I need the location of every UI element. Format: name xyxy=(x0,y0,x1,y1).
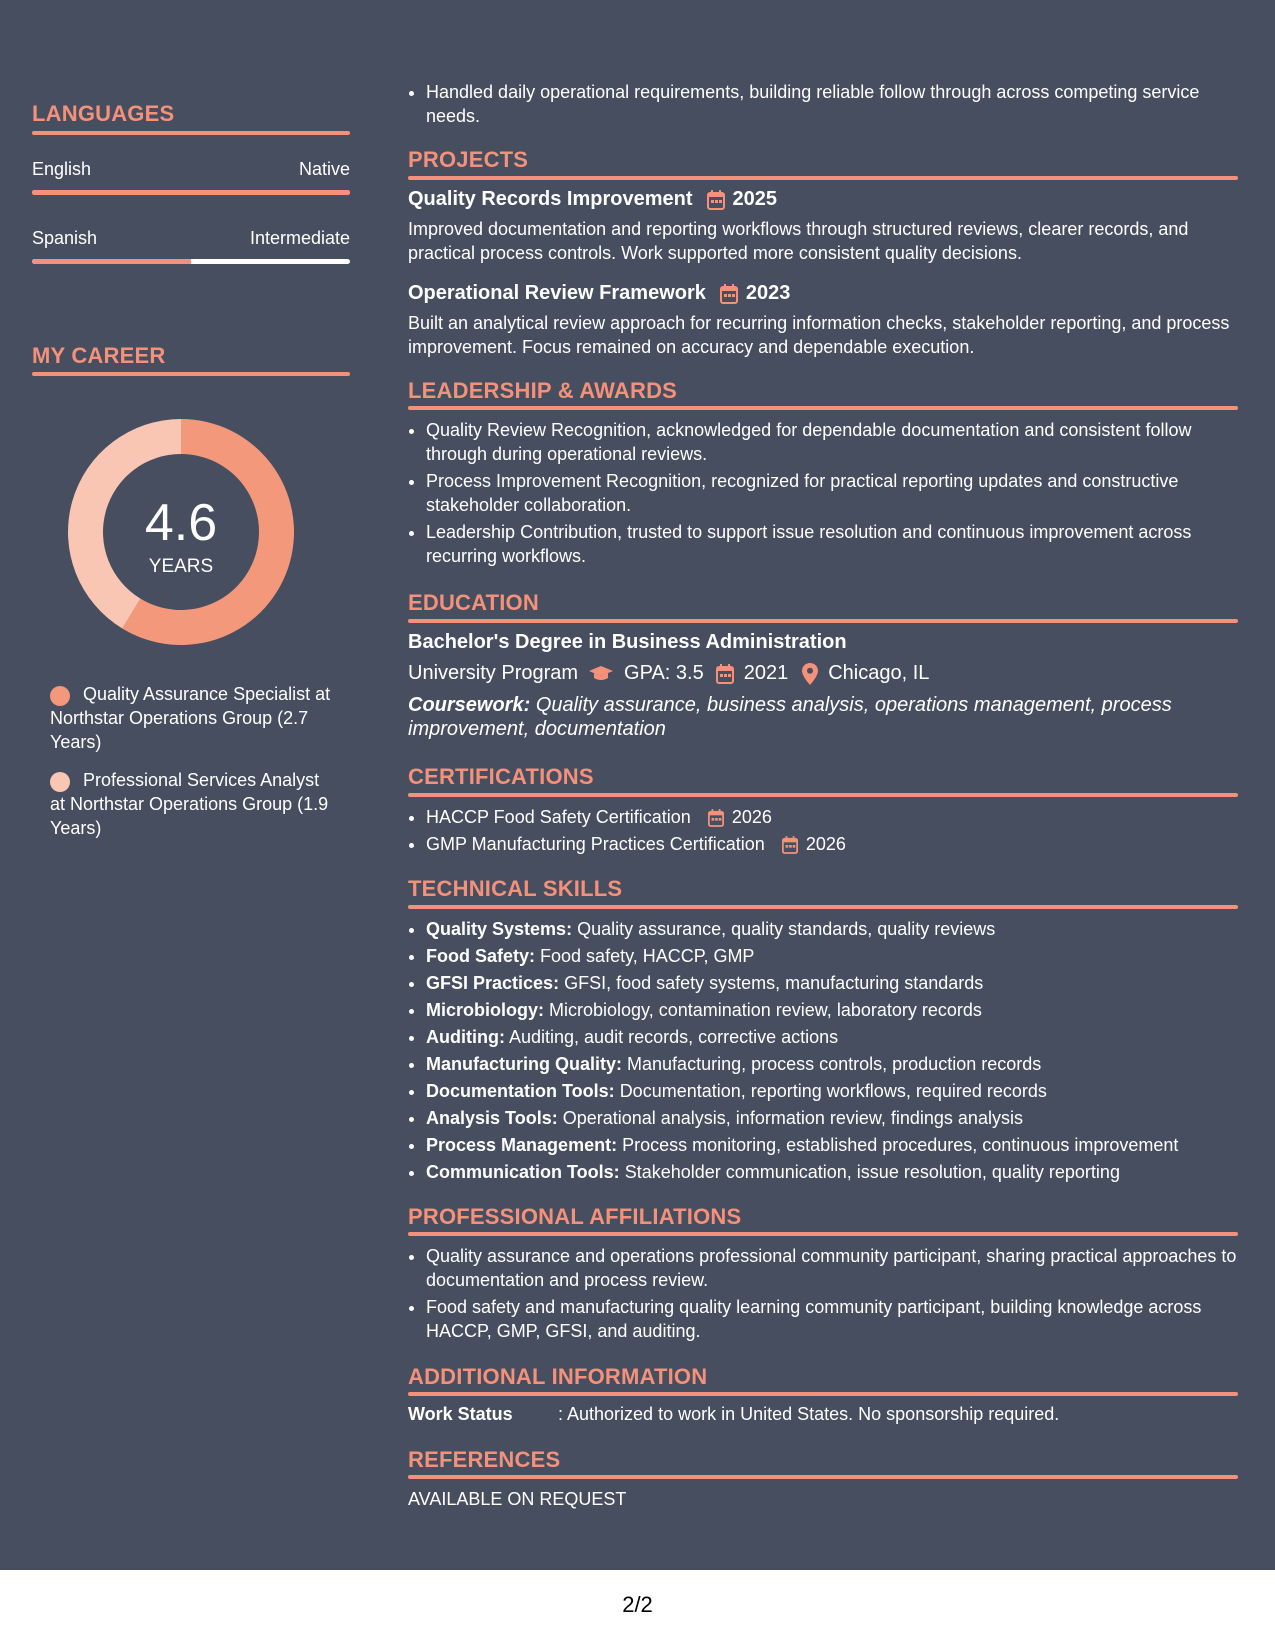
language-level: Native xyxy=(298,159,350,179)
skill-text: GFSI, food safety systems, manufacturing standards xyxy=(564,973,984,993)
references-title: REFERENCES xyxy=(408,1447,561,1472)
references-rule xyxy=(408,1475,1238,1479)
project-year: 2023 xyxy=(745,282,791,304)
skill-label: Food Safety: xyxy=(426,946,536,966)
skill-label: Auditing: xyxy=(426,1027,505,1047)
calendar-icon xyxy=(720,284,738,304)
experience-bullets xyxy=(408,80,1256,131)
skill-text: Stakeholder communication, issue resolution, quality reporting xyxy=(624,1162,1120,1182)
list-item xyxy=(426,917,1256,941)
skill-label: Microbiology: xyxy=(426,1000,544,1020)
languages-rule xyxy=(32,131,350,135)
list-item xyxy=(426,1079,1256,1103)
education-item xyxy=(408,631,1238,741)
legend-dot xyxy=(50,772,70,792)
skill-text: Operational analysis, information review, findings analysis xyxy=(562,1108,1023,1128)
coursework-text: Quality assurance, business analysis, operations management, process improvement, documentation xyxy=(408,694,1172,740)
page-number: 2/2 xyxy=(622,1592,653,1617)
languages-title: LANGUAGES xyxy=(32,101,175,126)
career-legend-item xyxy=(50,768,332,840)
skill-label: Communication Tools: xyxy=(426,1162,620,1182)
list-item xyxy=(426,971,1256,995)
list-item xyxy=(426,944,1256,968)
skill-text: Manufacturing, process controls, production records xyxy=(627,1054,1042,1074)
education-title: EDUCATION xyxy=(408,590,539,615)
calendar-icon xyxy=(707,190,725,210)
language-item-english xyxy=(32,159,350,195)
affiliations-title: PROFESSIONAL AFFILIATIONS xyxy=(408,1204,742,1229)
certifications-rule xyxy=(408,793,1238,797)
calendar-icon xyxy=(782,836,798,854)
list-item xyxy=(426,832,1256,856)
language-name: English xyxy=(32,159,92,179)
education-gpa: GPA: 3.5 xyxy=(624,662,704,684)
skill-label: Process Management: xyxy=(426,1135,618,1155)
additional-title: ADDITIONAL INFORMATION xyxy=(408,1364,708,1389)
skill-label: Quality Systems: xyxy=(426,919,573,939)
career-title: MY CAREER xyxy=(32,343,166,368)
education-year: 2021 xyxy=(743,662,789,684)
skill-label: Manufacturing Quality: xyxy=(426,1054,623,1074)
coursework xyxy=(408,693,1238,741)
education-location: Chicago, IL xyxy=(828,662,930,684)
calendar-icon xyxy=(708,809,724,827)
work-status-label: Work Status xyxy=(408,1404,513,1424)
career-legend xyxy=(50,682,332,854)
list-item: • Handled daily operational requirements, building reliable follow through across competing service needs. xyxy=(426,80,1256,128)
leadership-title: LEADERSHIP & AWARDS xyxy=(408,378,678,403)
project-description: Built an analytical review approach for recurring information checks, stakeholder reporting, and process improvement. Focus remained on accuracy and dependable execution. xyxy=(408,313,1230,357)
skills-list xyxy=(408,917,1256,1187)
certification-year: 2026 xyxy=(805,834,846,854)
certification-year: 2026 xyxy=(731,807,772,827)
projects-title: PROJECTS xyxy=(408,147,529,172)
language-bar xyxy=(32,190,350,195)
language-bar xyxy=(32,259,350,264)
career-total-value: 4.6 xyxy=(144,494,218,552)
work-status-value: : Authorized to work in United States. No sponsorship required. xyxy=(558,1404,1060,1424)
education-rule xyxy=(408,619,1238,623)
skill-label: Analysis Tools: xyxy=(426,1108,558,1128)
affiliations-bullets xyxy=(408,1244,1256,1346)
certification-name: GMP Manufacturing Practices Certification xyxy=(426,834,765,854)
list-item: • Leadership Contribution, trusted to support issue resolution and continuous improvement across recurring workflows. xyxy=(426,520,1256,568)
degree-title: Bachelor's Degree in Business Administration xyxy=(408,631,847,653)
project-name: Operational Review Framework xyxy=(408,282,706,304)
skills-title: TECHNICAL SKILLS xyxy=(408,876,623,901)
list-item: • Quality assurance and operations professional community participant, sharing practical approaches to documentation and process review. xyxy=(426,1244,1256,1292)
school-name: University Program xyxy=(408,662,579,684)
list-item: • Process Improvement Recognition, recognized for practical reporting updates and constructive stakeholder collaboration. xyxy=(426,469,1256,517)
list-item xyxy=(426,998,1256,1022)
career-legend-item xyxy=(50,682,332,754)
leadership-bullets xyxy=(408,418,1256,571)
skill-text: Food safety, HACCP, GMP xyxy=(540,946,755,966)
projects-rule xyxy=(408,176,1238,180)
language-bar-fill xyxy=(32,259,191,264)
project-year: 2025 xyxy=(732,188,778,210)
legend-dot xyxy=(50,686,70,706)
career-rule xyxy=(32,372,350,376)
page-footer xyxy=(0,1570,1275,1650)
list-item xyxy=(426,1025,1256,1049)
project-name: Quality Records Improvement xyxy=(408,188,693,210)
graduation-cap-icon xyxy=(588,665,614,683)
skills-rule xyxy=(408,905,1238,909)
list-item xyxy=(426,1106,1256,1130)
legend-label: Quality Assurance Specialist at Northstar Operations Group (2.7 Years) xyxy=(50,684,331,752)
skill-label: GFSI Practices: xyxy=(426,973,560,993)
skill-text: Process monitoring, established procedures, continuous improvement xyxy=(622,1135,1179,1155)
list-item xyxy=(426,805,1256,829)
list-item: • Quality Review Recognition, acknowledged for dependable documentation and consistent follow through during operational reviews. xyxy=(426,418,1256,466)
project-item xyxy=(408,282,1238,359)
language-level: Intermediate xyxy=(249,228,350,248)
project-item xyxy=(408,188,1238,265)
certifications-title: CERTIFICATIONS xyxy=(408,764,594,789)
project-description: Improved documentation and reporting workflows through structured reviews, clearer records, and practical process controls. Work supported more consistent quality decisions. xyxy=(408,219,1189,263)
skill-text: Auditing, audit records, corrective actions xyxy=(509,1027,839,1047)
additional-rule xyxy=(408,1392,1238,1396)
certification-name: HACCP Food Safety Certification xyxy=(426,807,691,827)
list-item xyxy=(426,1133,1256,1157)
coursework-label: Coursework: xyxy=(408,694,531,716)
work-status-row xyxy=(408,1404,1238,1425)
references-text: AVAILABLE ON REQUEST xyxy=(408,1489,627,1509)
list-item: • Food safety and manufacturing quality learning community participant, building knowledge across HACCP, GMP, GFSI, and auditing. xyxy=(426,1295,1256,1343)
skill-text: Microbiology, contamination review, laboratory records xyxy=(549,1000,982,1020)
career-donut-chart xyxy=(66,417,296,647)
language-item-spanish xyxy=(32,228,350,264)
skill-text: Quality assurance, quality standards, quality reviews xyxy=(577,919,996,939)
skill-label: Documentation Tools: xyxy=(426,1081,615,1101)
career-total-unit: YEARS xyxy=(148,556,214,577)
list-item xyxy=(426,1052,1256,1076)
affiliations-rule xyxy=(408,1232,1238,1236)
leadership-rule xyxy=(408,406,1238,410)
list-item xyxy=(426,1160,1256,1184)
calendar-icon xyxy=(716,664,734,684)
certifications-list xyxy=(408,805,1256,859)
language-bar-fill xyxy=(32,190,350,195)
legend-label: Professional Services Analyst at Northstar Operations Group (1.9 Years) xyxy=(50,770,329,838)
language-name: Spanish xyxy=(32,228,98,248)
location-pin-icon xyxy=(802,663,818,685)
skill-text: Documentation, reporting workflows, required records xyxy=(619,1081,1047,1101)
